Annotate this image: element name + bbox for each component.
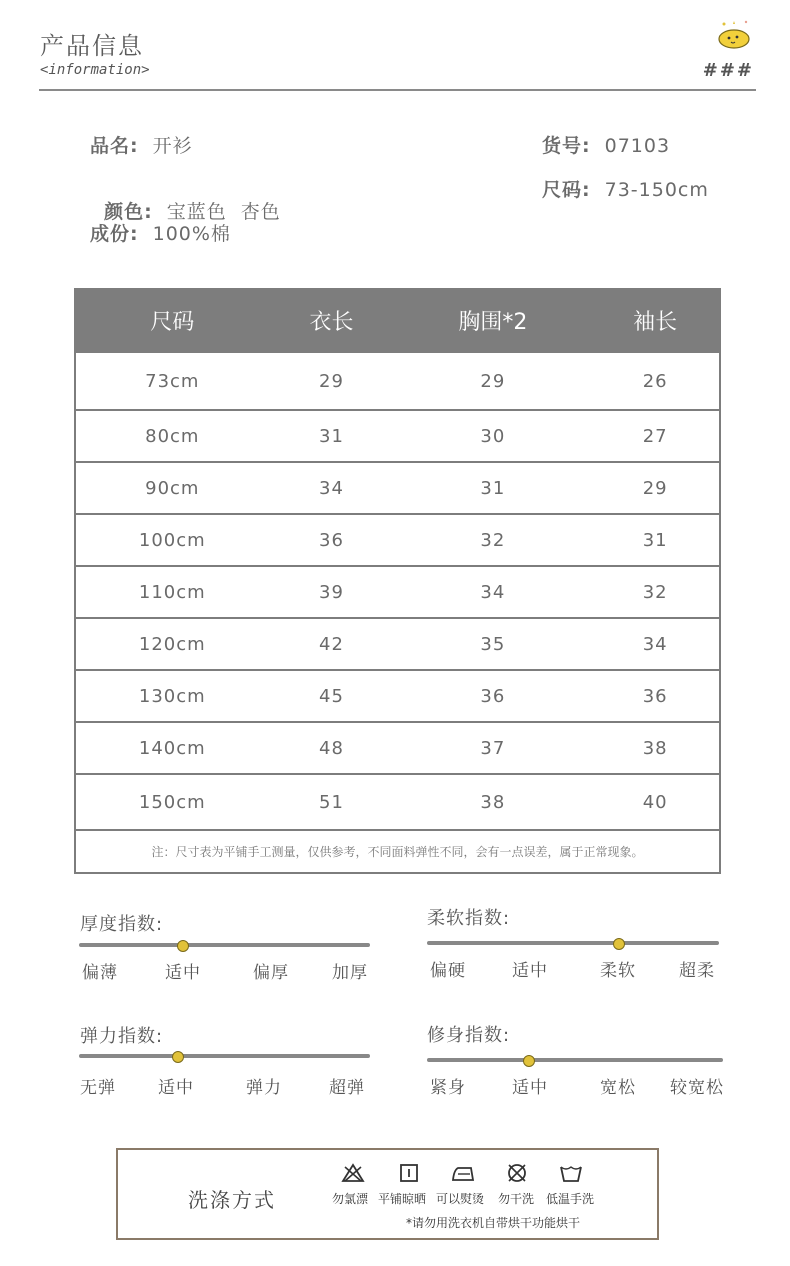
- table-cell: 35: [394, 618, 591, 670]
- page-title: 产品信息: [40, 32, 144, 60]
- dry-flat-icon: [396, 1162, 422, 1184]
- table-row: [75, 774, 720, 830]
- table-cell: 36: [394, 670, 591, 722]
- fit-index-marker: [523, 1055, 535, 1067]
- elasticity-label: 无弹: [80, 1078, 116, 1098]
- table-cell: 32: [394, 514, 591, 566]
- info-sku: [542, 131, 670, 158]
- info-material-label: 成份:: [90, 223, 139, 245]
- lemon-mascot-icon: [716, 18, 756, 52]
- table-cell: 120cm: [75, 618, 269, 670]
- wash-instructions-box: [116, 1148, 659, 1240]
- wash-label: 勿干洗: [498, 1192, 535, 1206]
- table-cell: 36: [269, 514, 395, 566]
- softness-label: 适中: [512, 961, 548, 981]
- table-cell: 100cm: [75, 514, 269, 566]
- table-cell: 40: [591, 774, 720, 830]
- table-cell: 45: [269, 670, 395, 722]
- table-cell: 80cm: [75, 410, 269, 462]
- table-cell: 130cm: [75, 670, 269, 722]
- softness-label: 超柔: [679, 961, 715, 981]
- table-cell: 90cm: [75, 462, 269, 514]
- table-row: [75, 618, 720, 670]
- info-name: [90, 131, 193, 158]
- table-cell: 29: [394, 352, 591, 410]
- table-cell: 27: [591, 410, 720, 462]
- info-size-value: 73-150cm: [604, 179, 709, 201]
- table-header-cell: 衣长: [269, 289, 395, 352]
- table-header-cell: 尺码: [75, 289, 269, 352]
- info-size: [542, 175, 709, 202]
- softness-index-marker: [613, 938, 625, 950]
- info-color-value: 宝蓝色 杏色: [166, 201, 281, 223]
- thickness-label: 适中: [165, 963, 201, 983]
- fit-label: 宽松: [600, 1078, 636, 1098]
- table-cell: 31: [591, 514, 720, 566]
- fit-index-title: 修身指数:: [427, 1025, 511, 1046]
- table-row: [75, 352, 720, 410]
- wash-label: 勿氯漂: [332, 1192, 369, 1206]
- wash-note: *请勿用洗衣机自带烘干功能烘干: [406, 1216, 581, 1230]
- table-row: [75, 670, 720, 722]
- table-cell: 140cm: [75, 722, 269, 774]
- table-cell: 38: [591, 722, 720, 774]
- fit-index-track: [427, 1058, 723, 1062]
- thickness-index-track: [79, 943, 370, 947]
- table-cell: 34: [394, 566, 591, 618]
- table-cell: 73cm: [75, 352, 269, 410]
- table-cell: 29: [591, 462, 720, 514]
- info-sku-label: 货号:: [542, 135, 591, 157]
- table-cell: 150cm: [75, 774, 269, 830]
- fit-label: 适中: [512, 1078, 548, 1098]
- table-cell: 32: [591, 566, 720, 618]
- table-note: 注：尺寸表为平铺手工测量，仅供参考，不同面料弹性不同，会有一点误差，属于正常现象。: [75, 830, 720, 873]
- iron-ok-icon: [450, 1162, 476, 1184]
- table-cell: 31: [394, 462, 591, 514]
- softness-label: 柔软: [600, 961, 636, 981]
- page-subtitle: <information>: [40, 62, 150, 78]
- table-cell: 39: [269, 566, 395, 618]
- hand-wash-icon: [558, 1162, 584, 1184]
- wash-label: 低温手洗: [546, 1192, 595, 1206]
- table-row: [75, 514, 720, 566]
- fit-label: 较宽松: [670, 1078, 724, 1098]
- table-cell: 38: [394, 774, 591, 830]
- no-dry-clean-icon: [504, 1162, 530, 1184]
- table-row: [75, 566, 720, 618]
- info-color: [90, 175, 281, 224]
- size-table: [74, 288, 721, 874]
- table-cell: 29: [269, 352, 395, 410]
- info-name-value: 开衫: [152, 135, 193, 157]
- thickness-index-marker: [177, 940, 189, 952]
- wash-label: 平铺晾晒: [378, 1192, 427, 1206]
- table-cell: 36: [591, 670, 720, 722]
- info-material-value: 100%棉: [152, 223, 231, 245]
- softness-index-track: [427, 941, 719, 945]
- table-cell: 37: [394, 722, 591, 774]
- fit-label: 紧身: [430, 1078, 466, 1098]
- elasticity-index-title: 弹力指数:: [80, 1026, 164, 1047]
- table-cell: 110cm: [75, 566, 269, 618]
- table-note-row: [75, 830, 720, 873]
- table-row: [75, 410, 720, 462]
- elasticity-index-track: [79, 1054, 370, 1058]
- table-cell: 34: [269, 462, 395, 514]
- info-name-label: 品名:: [90, 135, 139, 157]
- info-size-label: 尺码:: [542, 179, 591, 201]
- wash-label: 可以熨烫: [436, 1192, 485, 1206]
- table-cell: 51: [269, 774, 395, 830]
- elasticity-index-marker: [172, 1051, 184, 1063]
- thickness-label: 加厚: [332, 963, 368, 983]
- table-cell: 30: [394, 410, 591, 462]
- table-cell: 48: [269, 722, 395, 774]
- table-row: [75, 722, 720, 774]
- header-divider: [39, 89, 756, 91]
- elasticity-label: 超弹: [329, 1078, 365, 1098]
- info-color-label: 颜色:: [104, 201, 153, 223]
- wash-title: 洗涤方式: [188, 1188, 276, 1212]
- thickness-label: 偏薄: [82, 963, 118, 983]
- table-cell: 31: [269, 410, 395, 462]
- softness-label: 偏硬: [430, 961, 466, 981]
- table-header-cell: 胸围*2: [394, 289, 591, 352]
- thickness-index-title: 厚度指数:: [80, 914, 164, 935]
- table-cell: 26: [591, 352, 720, 410]
- elasticity-label: 弹力: [246, 1078, 282, 1098]
- header-hash-mark: ###: [702, 60, 754, 81]
- info-material: [90, 219, 231, 246]
- elasticity-label: 适中: [158, 1078, 194, 1098]
- table-cell: 34: [591, 618, 720, 670]
- info-sku-value: 07103: [604, 135, 671, 157]
- table-header-row: [75, 289, 720, 352]
- table-row: [75, 462, 720, 514]
- table-cell: 42: [269, 618, 395, 670]
- thickness-label: 偏厚: [253, 963, 289, 983]
- softness-index-title: 柔软指数:: [427, 908, 511, 929]
- no-bleach-icon: [340, 1162, 366, 1184]
- table-header-cell: 袖长: [591, 289, 720, 352]
